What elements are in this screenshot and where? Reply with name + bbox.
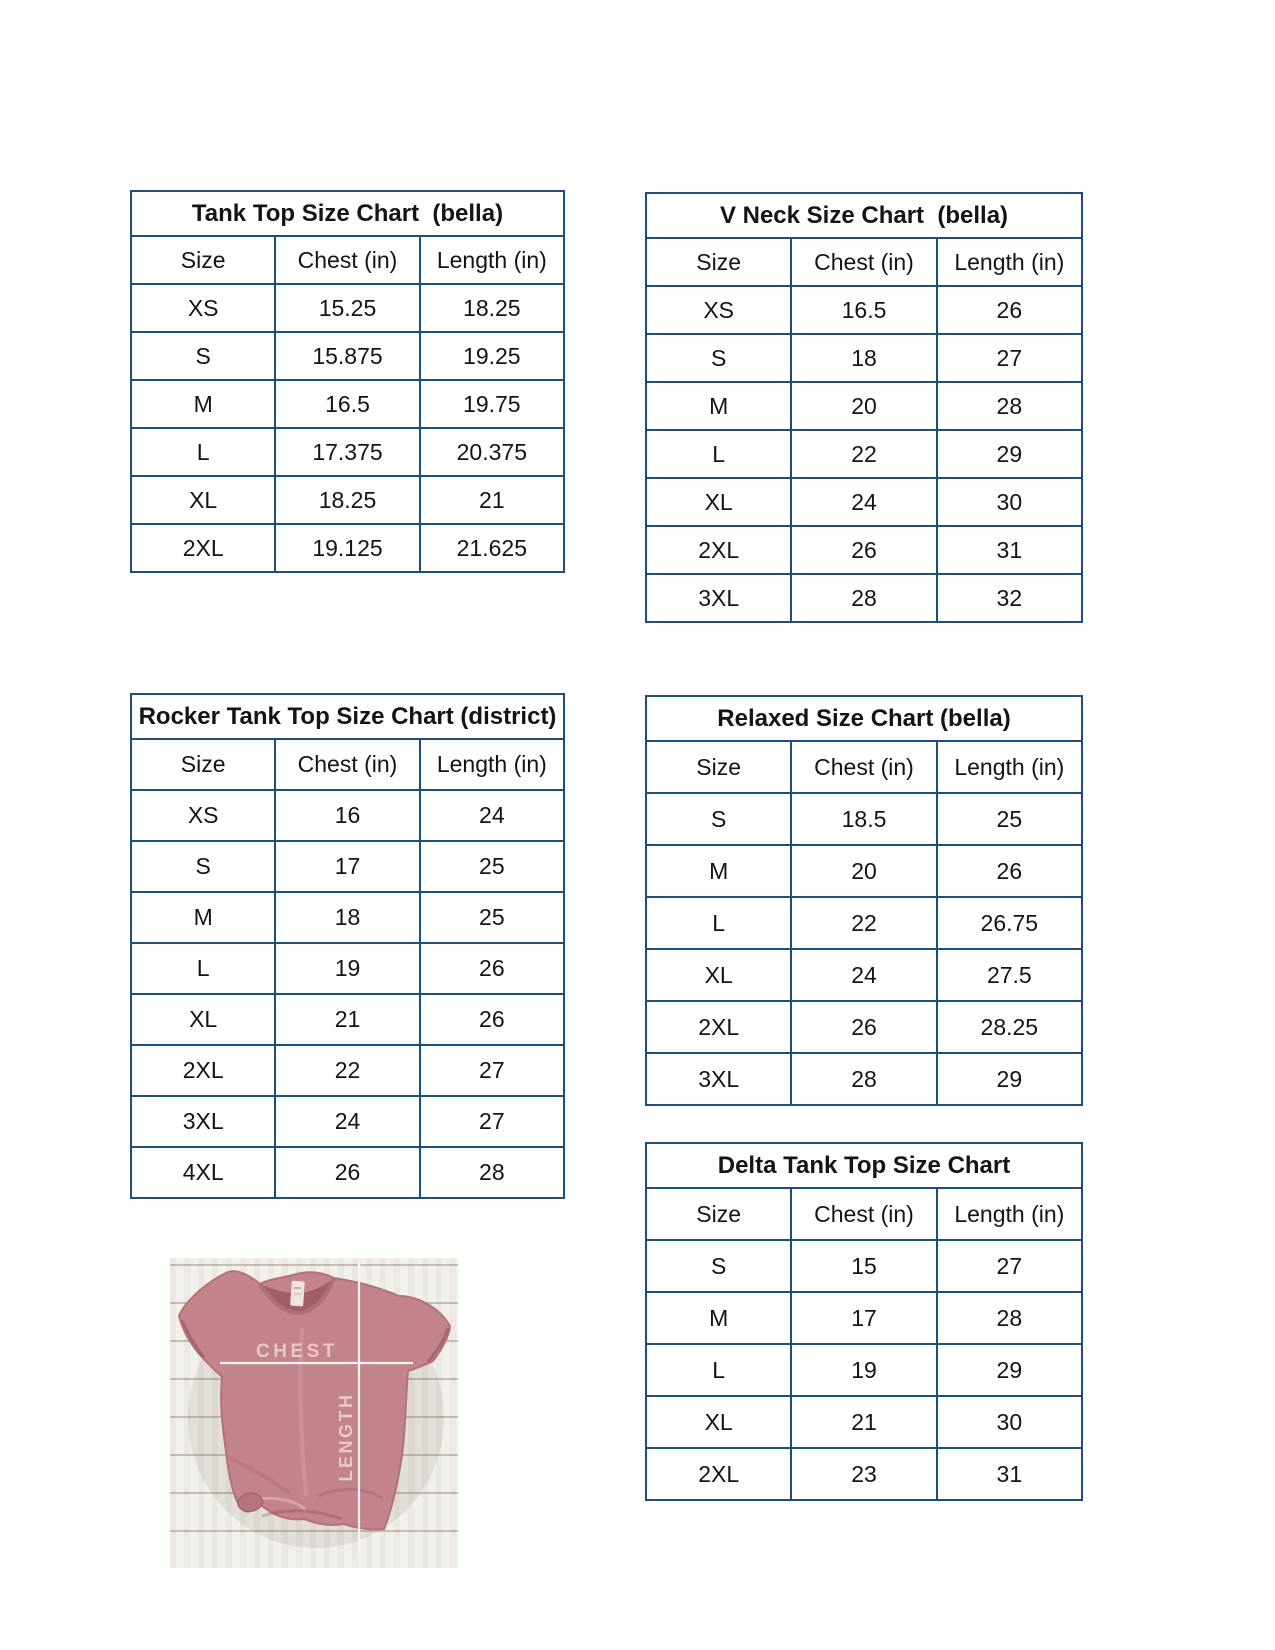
table-header-row [131,236,564,284]
table-row [131,1096,564,1147]
cell: 21 [420,476,564,524]
table-title-row [646,1143,1082,1188]
cell: M [131,892,275,943]
table-row [131,284,564,332]
table-row [646,1344,1082,1396]
cell: XL [131,476,275,524]
column-header: Length (in) [420,236,564,284]
cell: 31 [937,1448,1082,1500]
cell: 28 [791,1053,936,1105]
cell: 30 [937,1396,1082,1448]
column-header: Length (in) [937,1188,1082,1240]
table-header-row [131,739,564,790]
table-row [646,1001,1082,1053]
delta-tank-top-size-table [645,1142,1083,1501]
cell: 16.5 [791,286,936,334]
cell: 21.625 [420,524,564,572]
cell: 30 [937,478,1082,526]
cell: L [646,1344,791,1396]
cell: 28.25 [937,1001,1082,1053]
cell: 15.875 [275,332,419,380]
size-chart-grid [645,1142,1083,1501]
table-title: Rocker Tank Top Size Chart (district) [131,694,564,739]
table-row [646,478,1082,526]
cell: 26 [420,943,564,994]
cell: 18 [791,334,936,382]
size-chart-grid [130,190,565,573]
cell: 18.25 [275,476,419,524]
table-title-row [131,191,564,236]
column-header: Chest (in) [791,741,936,793]
relaxed-size-table [645,695,1083,1106]
table-row [646,897,1082,949]
cell: XS [646,286,791,334]
cell: 22 [275,1045,419,1096]
column-header: Length (in) [420,739,564,790]
cell: 21 [791,1396,936,1448]
cell: 26.75 [937,897,1082,949]
column-header: Length (in) [937,238,1082,286]
cell: 23 [791,1448,936,1500]
length-label: LENGTH [336,1392,356,1482]
cell: L [646,897,791,949]
table-row [646,526,1082,574]
table-title: V Neck Size Chart (bella) [646,193,1082,238]
cell: 26 [275,1147,419,1198]
cell: 18 [275,892,419,943]
table-row [646,1053,1082,1105]
size-chart-grid [645,192,1083,623]
cell: XL [131,994,275,1045]
cell: 25 [937,793,1082,845]
cell: 18.25 [420,284,564,332]
column-header: Size [646,238,791,286]
cell: 26 [791,1001,936,1053]
cell: XS [131,284,275,332]
table-row [646,574,1082,622]
shirt-measurement-illustration [170,1258,458,1568]
cell: M [646,845,791,897]
table-header-row [646,741,1082,793]
cell: 29 [937,1344,1082,1396]
table-row [131,994,564,1045]
cell: 24 [420,790,564,841]
tank-top-size-table [130,190,565,573]
cell: 2XL [646,1001,791,1053]
cell: 19 [275,943,419,994]
cell: S [131,841,275,892]
cell: 29 [937,430,1082,478]
table-row [646,949,1082,1001]
cell: 31 [937,526,1082,574]
table-row [646,1448,1082,1500]
cell: M [646,382,791,430]
column-header: Size [646,741,791,793]
cell: 24 [275,1096,419,1147]
cell: 22 [791,430,936,478]
cell: 3XL [646,1053,791,1105]
table-row [131,841,564,892]
cell: 21 [275,994,419,1045]
cell: 2XL [646,526,791,574]
table-row [646,845,1082,897]
cell: 27 [420,1045,564,1096]
table-row [131,476,564,524]
table-title: Tank Top Size Chart (bella) [131,191,564,236]
size-chart-grid [645,695,1083,1106]
table-row [131,1147,564,1198]
cell: 15 [791,1240,936,1292]
cell: 16.5 [275,380,419,428]
table-row [131,943,564,994]
cell: 27.5 [937,949,1082,1001]
cell: 24 [791,949,936,1001]
column-header: Length (in) [937,741,1082,793]
table-row [646,334,1082,382]
cell: XL [646,1396,791,1448]
chest-label: CHEST [256,1341,338,1362]
cell: 20.375 [420,428,564,476]
cell: 17 [791,1292,936,1344]
table-title-row [646,193,1082,238]
table-row [646,430,1082,478]
cell: 20 [791,845,936,897]
table-row [646,286,1082,334]
cell: 28 [420,1147,564,1198]
cell: 25 [420,841,564,892]
cell: 20 [791,382,936,430]
cell: 17 [275,841,419,892]
cell: XL [646,478,791,526]
cell: 19.125 [275,524,419,572]
table-title-row [131,694,564,739]
cell: 2XL [646,1448,791,1500]
table-row [646,1292,1082,1344]
column-header: Size [646,1188,791,1240]
table-row [646,793,1082,845]
cell: 26 [937,286,1082,334]
cell: 18.5 [791,793,936,845]
cell: S [131,332,275,380]
cell: 22 [791,897,936,949]
cell: 15.25 [275,284,419,332]
cell: 28 [791,574,936,622]
v-neck-size-table [645,192,1083,623]
cell: 26 [420,994,564,1045]
cell: 28 [937,1292,1082,1344]
cell: 4XL [131,1147,275,1198]
cell: 32 [937,574,1082,622]
cell: XS [131,790,275,841]
table-header-row [646,1188,1082,1240]
column-header: Chest (in) [791,238,936,286]
table-row [131,1045,564,1096]
table-row [646,1396,1082,1448]
column-header: Size [131,739,275,790]
cell: 2XL [131,1045,275,1096]
cell: XL [646,949,791,1001]
column-header: Chest (in) [791,1188,936,1240]
cell: 24 [791,478,936,526]
cell: M [646,1292,791,1344]
cell: 19.75 [420,380,564,428]
table-row [646,382,1082,430]
cell: L [131,428,275,476]
shirt-measurement-photo [170,1258,458,1568]
table-row [131,380,564,428]
cell: 28 [937,382,1082,430]
cell: S [646,1240,791,1292]
table-row [646,1240,1082,1292]
cell: 17.375 [275,428,419,476]
table-title: Relaxed Size Chart (bella) [646,696,1082,741]
cell: 29 [937,1053,1082,1105]
cell: S [646,334,791,382]
rocker-tank-top-size-table [130,693,565,1199]
cell: 2XL [131,524,275,572]
cell: 26 [937,845,1082,897]
cell: 25 [420,892,564,943]
cell: 19 [791,1344,936,1396]
cell: 27 [937,1240,1082,1292]
cell: 3XL [131,1096,275,1147]
cell: 19.25 [420,332,564,380]
cell: M [131,380,275,428]
cell: S [646,793,791,845]
cell: 16 [275,790,419,841]
table-title-row [646,696,1082,741]
table-header-row [646,238,1082,286]
cell: 27 [420,1096,564,1147]
table-row [131,790,564,841]
column-header: Chest (in) [275,739,419,790]
column-header: Chest (in) [275,236,419,284]
cell: 3XL [646,574,791,622]
cell: L [646,430,791,478]
cell: 27 [937,334,1082,382]
size-chart-grid [130,693,565,1199]
table-row [131,892,564,943]
column-header: Size [131,236,275,284]
table-row [131,524,564,572]
table-title: Delta Tank Top Size Chart [646,1143,1082,1188]
table-row [131,332,564,380]
cell: L [131,943,275,994]
table-row [131,428,564,476]
cell: 26 [791,526,936,574]
